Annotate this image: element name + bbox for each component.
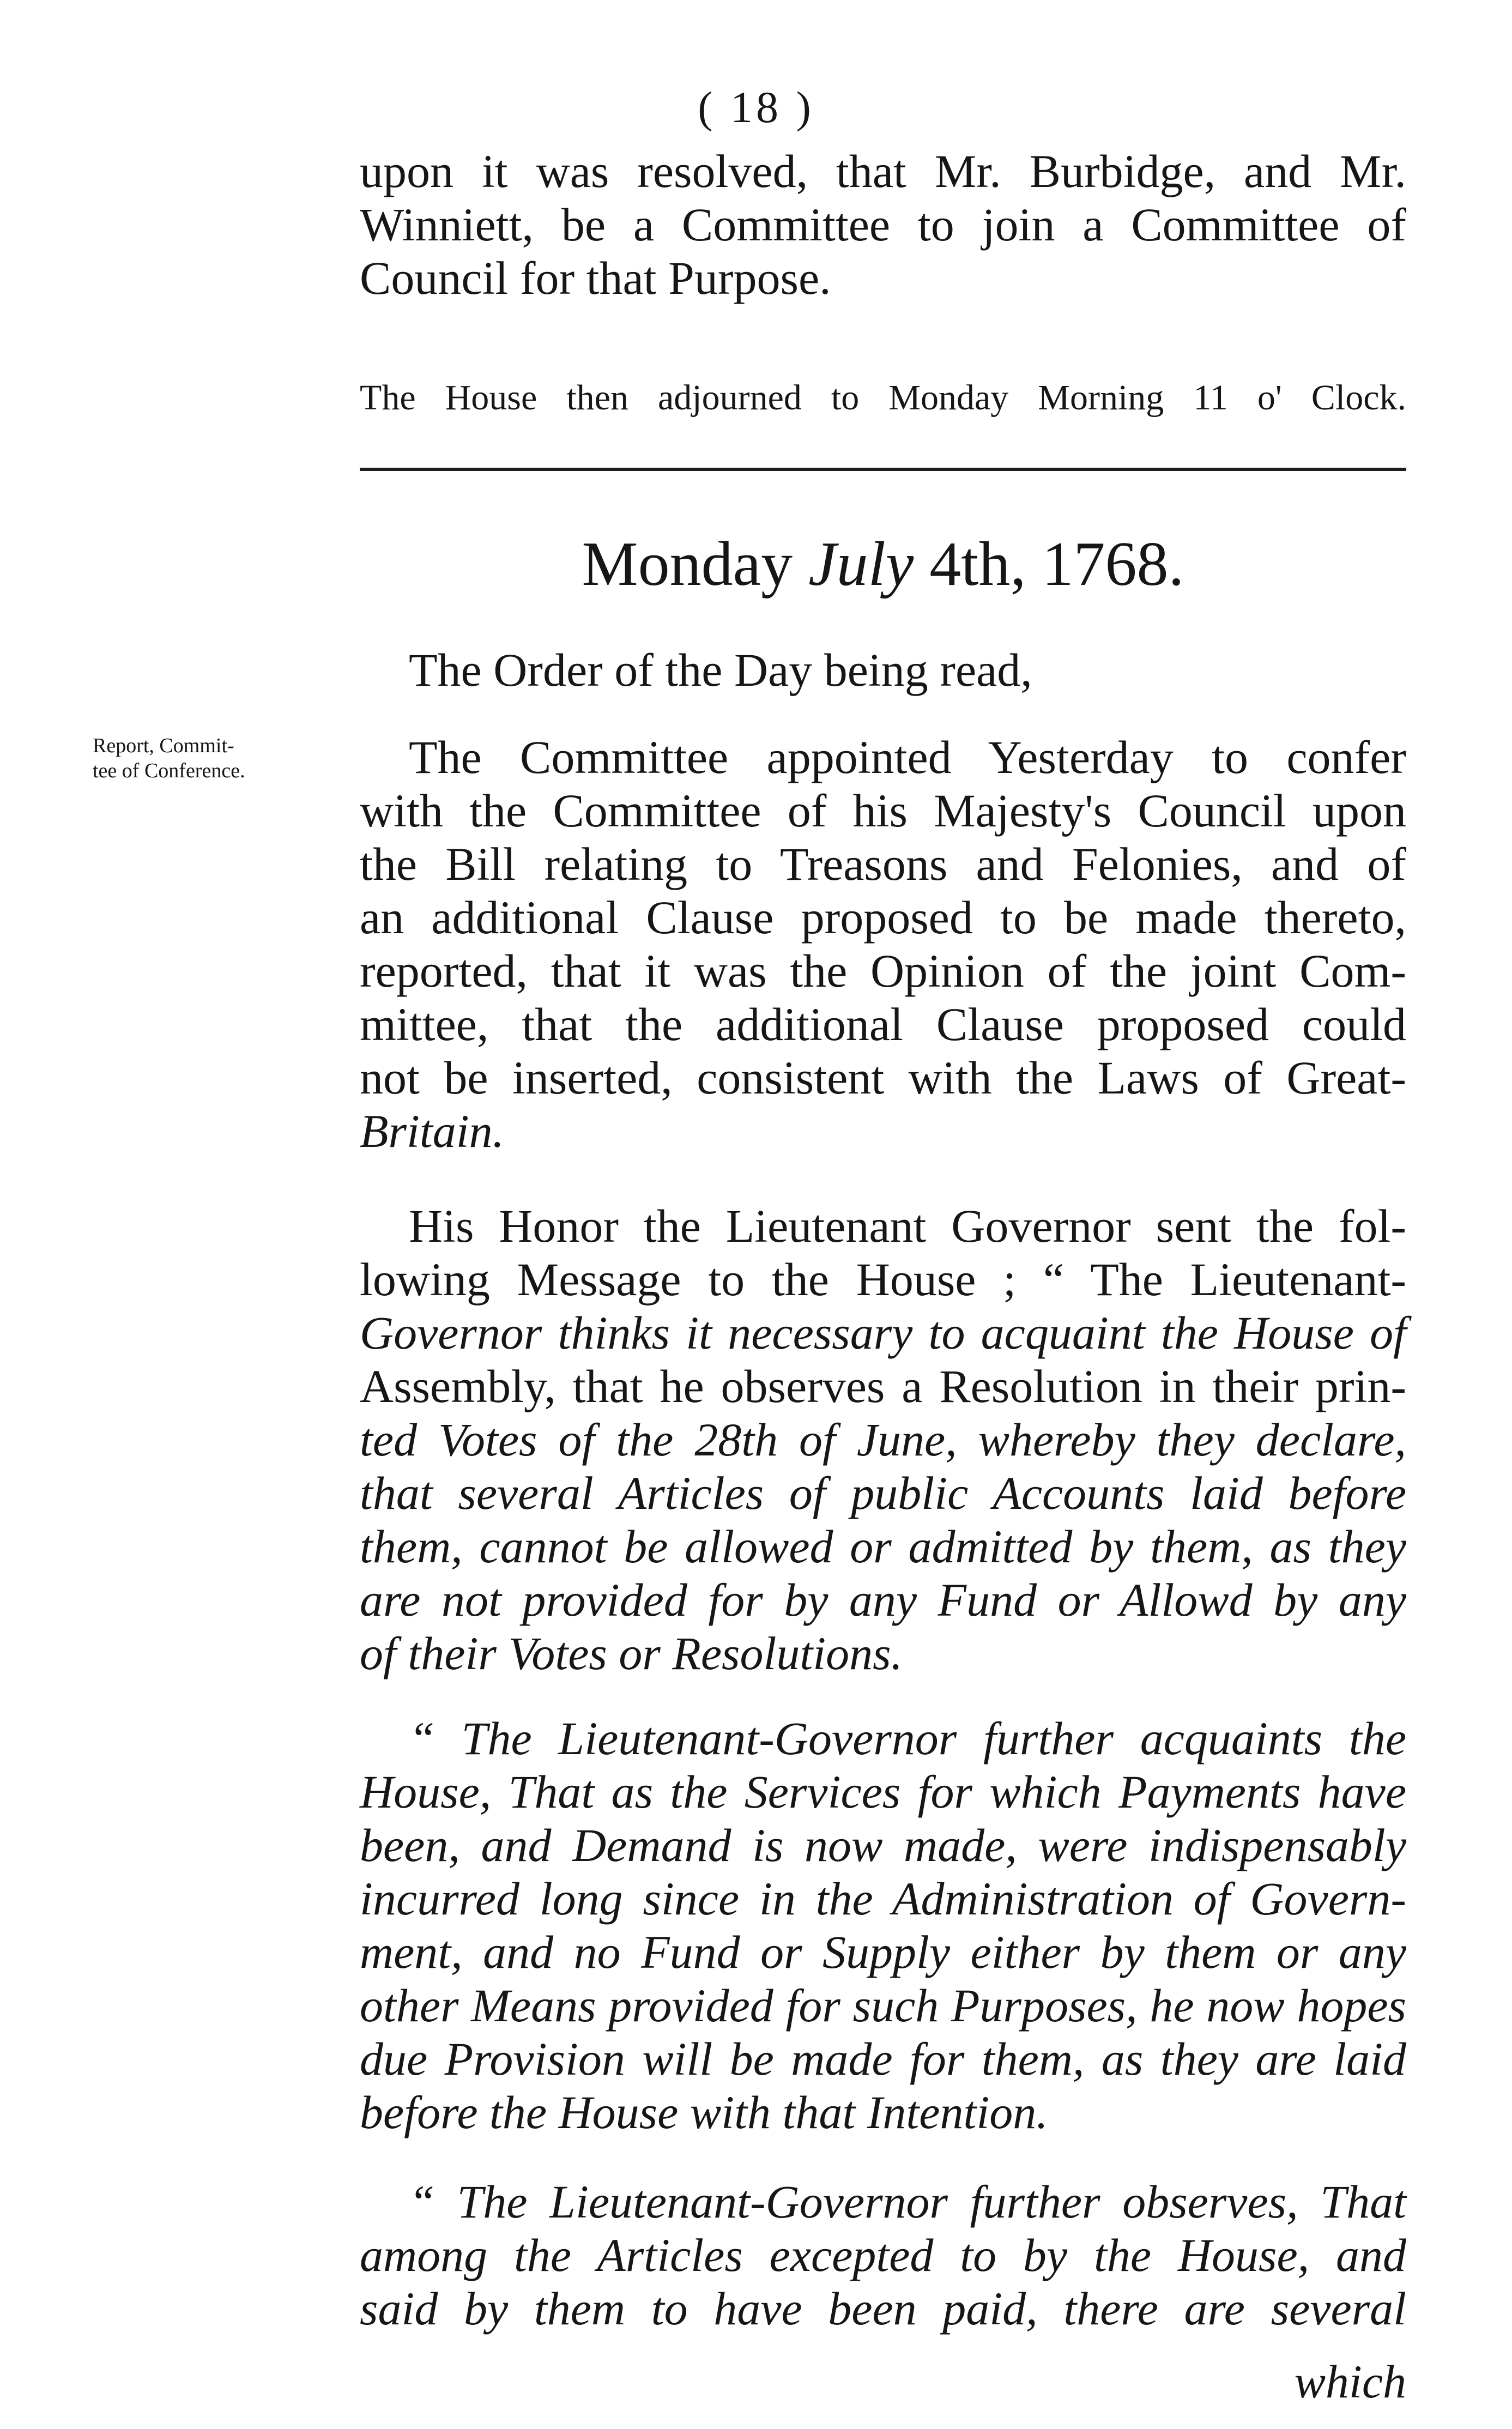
text-line: ment, and no Fund or Supply either by them or any bbox=[360, 1926, 1406, 1978]
order-of-day bbox=[360, 643, 1406, 697]
text-line: Assembly, that he observes a Resolution in their prin- bbox=[360, 1360, 1406, 1412]
text-line: upon it was resolved, that Mr. Burbidge, and Mr. bbox=[360, 145, 1406, 197]
text-line: Council for that Purpose. bbox=[360, 252, 831, 304]
date-heading-suffix: 4th, 1768. bbox=[914, 529, 1184, 599]
text-line: other Means provided for such Purposes, he now hopes bbox=[360, 1979, 1406, 2032]
catchword: which bbox=[1294, 2355, 1406, 2408]
text-line: The Committee appointed Yesterday to confer bbox=[409, 731, 1406, 783]
continuation-paragraph bbox=[360, 144, 1406, 305]
text-line: Governor thinks it necessary to acquaint the House of bbox=[360, 1307, 1406, 1359]
text-line: His Honor the Lieutenant Governor sent the fol- bbox=[409, 1200, 1406, 1252]
text-line: them, cannot be allowed or admitted by them, as they bbox=[360, 1520, 1406, 1573]
text-line: due Provision will be made for them, as they are laid bbox=[360, 2033, 1406, 2085]
text-line: reported, that it was the Opinion of the joint Com- bbox=[360, 945, 1406, 997]
date-heading bbox=[360, 529, 1406, 600]
message-paragraph bbox=[360, 1199, 1406, 1680]
date-heading-month: July bbox=[808, 529, 914, 599]
text-line: said by them to have been paid, there are several bbox=[360, 2282, 1406, 2335]
margin-note bbox=[93, 733, 332, 783]
section-divider bbox=[360, 468, 1406, 471]
text-line: with the Committee of his Majesty's Council upon bbox=[360, 784, 1406, 837]
text-line: that several Articles of public Accounts laid before bbox=[360, 1467, 1406, 1519]
text-line: of their Votes or Resolutions. bbox=[360, 1627, 903, 1679]
page-number: ( 18 ) bbox=[698, 82, 814, 132]
further-acquaints-paragraph bbox=[360, 1712, 1406, 2139]
text-line: Britain. bbox=[360, 1105, 505, 1157]
text-line: before the House with that Intention. bbox=[360, 2086, 1048, 2138]
text-line: “ The Lieutenant-Governor further acquaints the bbox=[409, 1712, 1406, 1765]
text-line: The Order of the Day being read, bbox=[409, 644, 1032, 696]
margin-note-line: tee of Conference. bbox=[93, 759, 245, 782]
adjournment-notice: The House then adjourned to Monday Morning 11 o' Clock. bbox=[360, 378, 1406, 418]
committee-report-paragraph bbox=[360, 730, 1406, 1158]
text-line: “ The Lieutenant-Governor further observes, That bbox=[409, 2176, 1406, 2228]
text-line: not be inserted, consistent with the Laws of Great- bbox=[360, 1052, 1406, 1104]
text-line: the Bill relating to Treasons and Felonies, and of bbox=[360, 838, 1406, 890]
text-line: an additional Clause proposed to be made thereto, bbox=[360, 891, 1406, 944]
text-line: incurred long since in the Administration of Govern- bbox=[360, 1872, 1406, 1925]
text-line: ted Votes of the 28th of June, whereby they declare, bbox=[360, 1413, 1406, 1466]
further-observes-paragraph bbox=[360, 2175, 1406, 2335]
text-line: House, That as the Services for which Payments have bbox=[360, 1766, 1406, 1818]
margin-note-line: Report, Commit- bbox=[93, 734, 234, 757]
text-line: are not provided for by any Fund or Allowd by any bbox=[360, 1574, 1406, 1626]
text-line: lowing Message to the House ; “ The Lieutenant- bbox=[360, 1253, 1406, 1306]
text-line: been, and Demand is now made, were indispensably bbox=[360, 1819, 1406, 1871]
date-heading-prefix: Monday bbox=[582, 529, 809, 599]
text-line: Winniett, be a Committee to join a Committee of bbox=[360, 198, 1406, 251]
text-line: mittee, that the additional Clause proposed could bbox=[360, 998, 1406, 1050]
text-line: among the Articles excepted to by the House, and bbox=[360, 2229, 1406, 2281]
